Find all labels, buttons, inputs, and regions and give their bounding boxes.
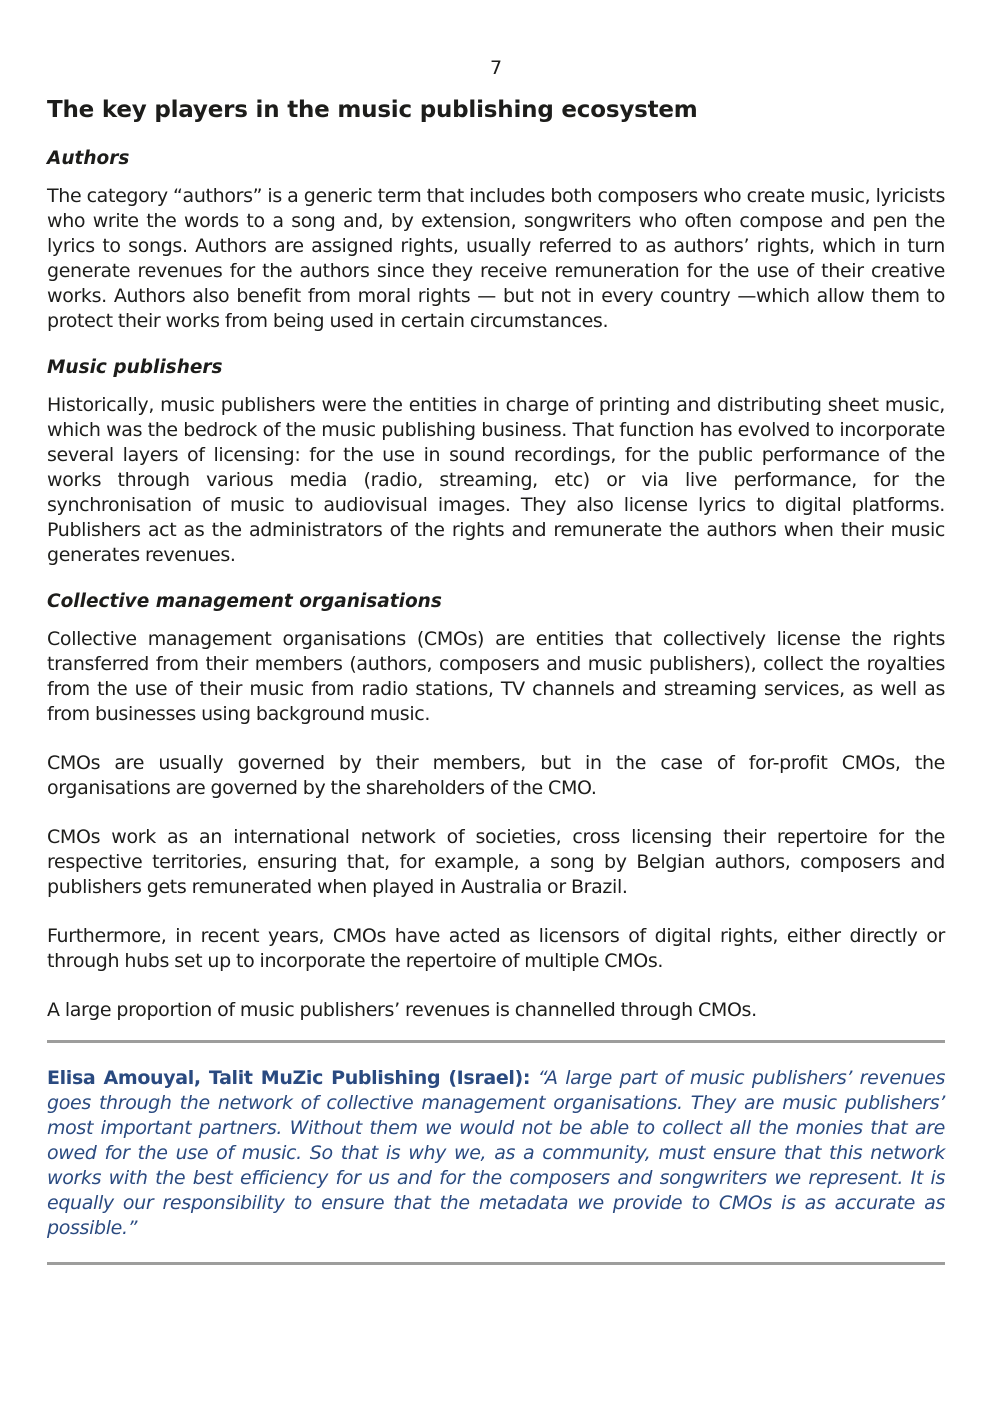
quote-speaker: Elisa Amouyal, Talit MuZic Publishing (Israel): bbox=[47, 1067, 531, 1089]
paragraph-music-publishers-history: Historically, music publishers were the entities in charge of printing and distributing sheet music, which was the bedrock of the music publishing business. That function has evolved to incorporate several layers of licensing: for the use in sound recordings, for the public performance of the works through various media (radio, streaming, etc) or via live performance, for the synchronisation of music to audiovisual images. They also license lyrics to digital platforms. Publishers act as the administrators of the rights and remunerate the authors when their music generates revenues. bbox=[47, 394, 945, 566]
quote-text: “A large part of music publishers’ revenues goes through the network of collective management organisations. They are music publishers’ most important partners. Without them we would not be able to collect all the monies that are owed for the use of music. So that is why we, as a community, must ensure that this network works with the best efficiency for us and for the composers and songwriters we represent. It is equally our responsibility to ensure that the metadata we provide to CMOs is as accurate as possible.” bbox=[47, 1067, 945, 1239]
paragraph-cmos-governance: CMOs are usually governed by their members, but in the case of for-profit CMOs, the organisations are governed by the shareholders of the CMO. bbox=[47, 752, 945, 799]
section-cmos bbox=[47, 590, 945, 1023]
paragraph-cmos-revenues: A large proportion of music publishers’ revenues is channelled through CMOs. bbox=[47, 999, 757, 1021]
paragraph-cmos-digital: Furthermore, in recent years, CMOs have acted as licensors of digital rights, either directly or through hubs set up to incorporate the repertoire of multiple CMOs. bbox=[47, 925, 945, 972]
pull-quote bbox=[47, 1066, 945, 1241]
page-title: The key players in the music publishing ecosystem bbox=[47, 97, 698, 123]
section-heading-authors: Authors bbox=[47, 148, 130, 169]
quote-divider-top bbox=[47, 1040, 945, 1043]
paragraph-cmos-network: CMOs work as an international network of societies, cross licensing their repertoire for the respective territories, ensuring that, for example, a song by Belgian authors, composers and publishers gets remunerated when played in Australia or Brazil. bbox=[47, 826, 945, 898]
paragraph-authors-definition: The category “authors” is a generic term that includes both composers who create music, lyricists who write the words to a song and, by extension, songwriters who often compose and pen the lyrics to songs. Authors are assigned rights, usually referred to as authors’ rights, which in turn generate revenues for the authors since they receive remuneration for the use of their creative works. Authors also benefit from moral rights — but not in every country —which allow them to protect their works from being used in certain circumstances. bbox=[47, 185, 945, 332]
quote-divider-bottom bbox=[47, 1262, 945, 1265]
section-music-publishers bbox=[47, 356, 945, 568]
page-number: 7 bbox=[489, 57, 503, 79]
section-heading-cmos: Collective management organisations bbox=[47, 591, 442, 612]
section-heading-music-publishers: Music publishers bbox=[47, 357, 223, 378]
document-body bbox=[47, 93, 945, 1265]
paragraph-cmos-definition: Collective management organisations (CMOs) are entities that collectively license the rights transferred from their members (authors, composers and music publishers), collect the royalties from the use of their music from radio stations, TV channels and streaming services, as well as from businesses using background music. bbox=[47, 628, 945, 725]
section-authors bbox=[47, 147, 945, 334]
